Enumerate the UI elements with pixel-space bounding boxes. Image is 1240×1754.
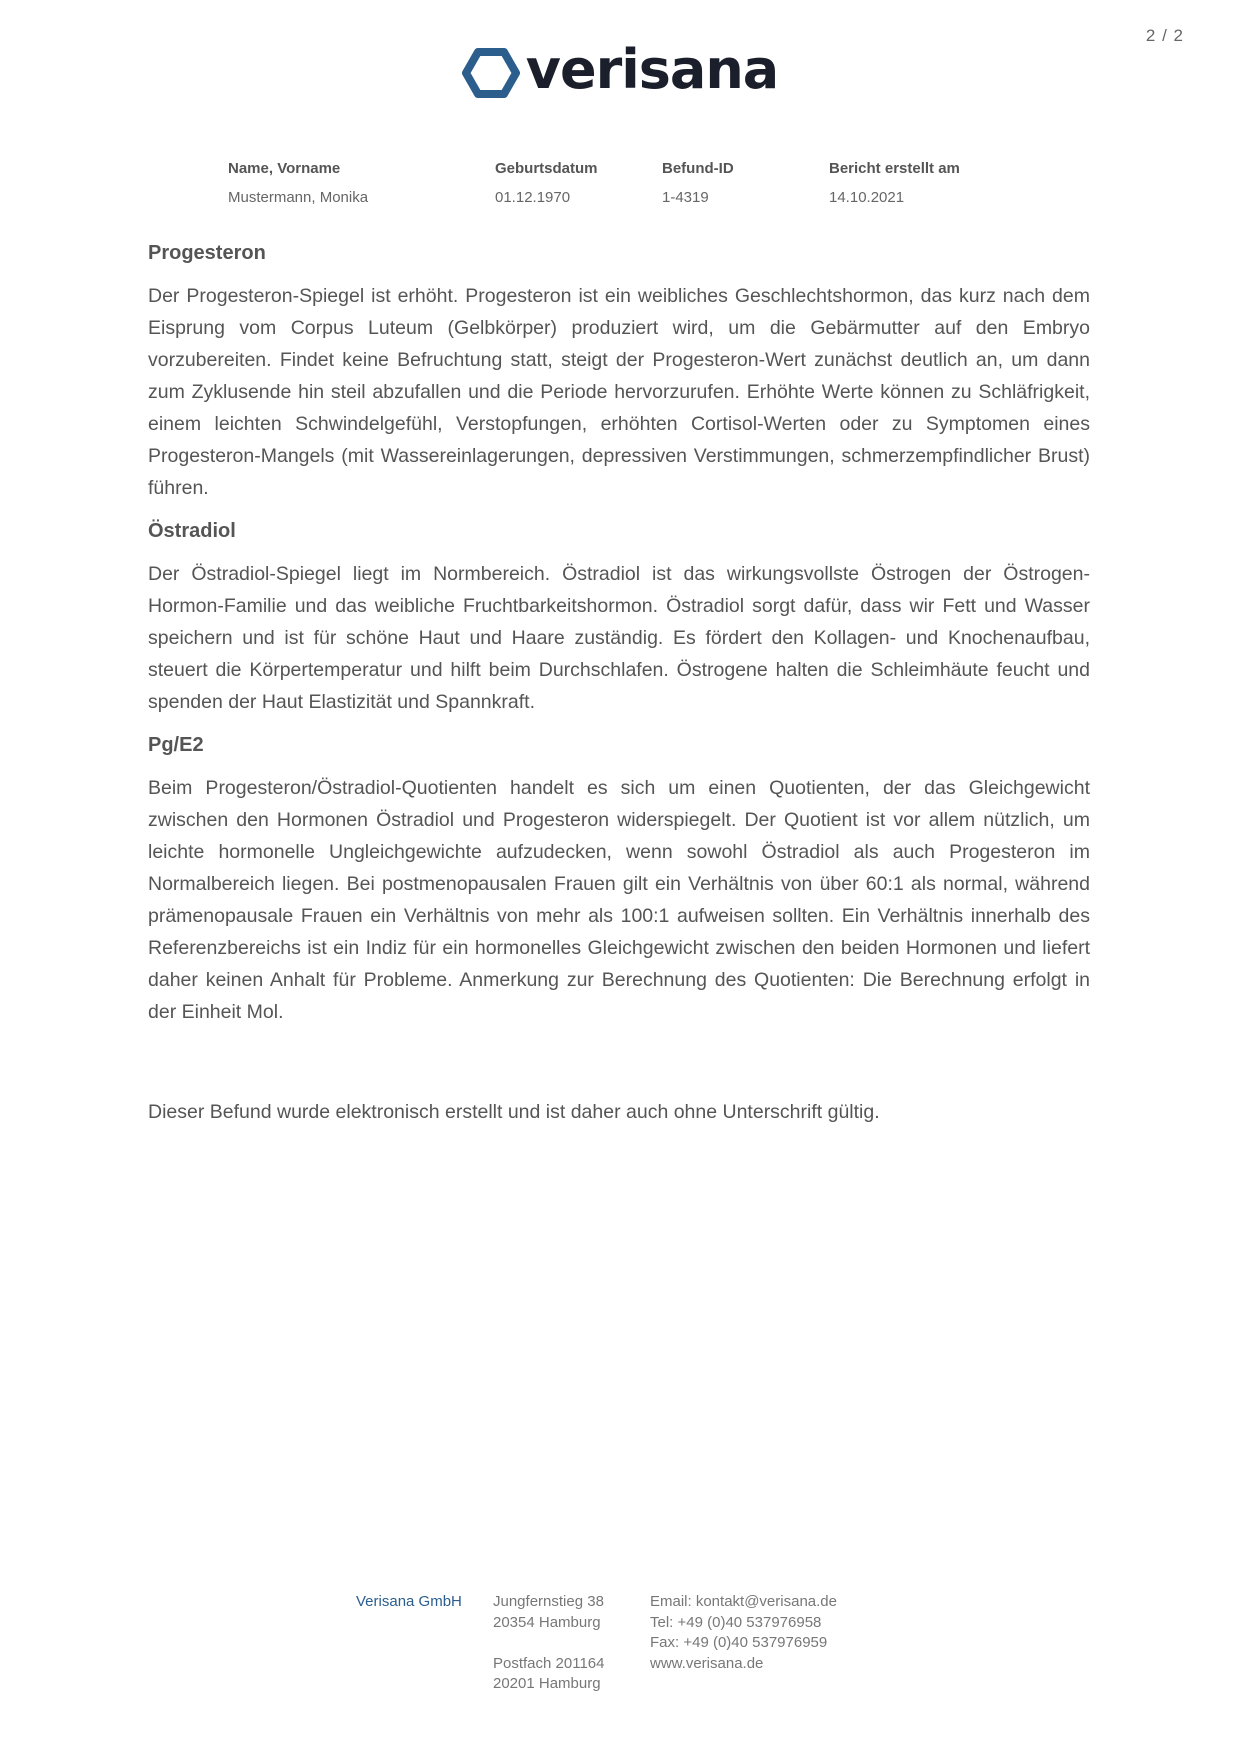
footer-web-link[interactable]: www.verisana.de — [650, 1654, 764, 1672]
section-text: Beim Progesteron/Östradiol-Quotienten handelt es sich um einen Quotienten, der das Gleichgewicht zwischen den Hormonen Östradiol und Progesteron widerspiegelt. Der Quotient ist vor allem nützlich, um leichte hormonelle Ungleichgewichte aufzudecken, wenn sowohl Östradiol als auch Progesteron im Normalbereich liegen. Bei postmenopausalen Frauen gilt ein Verhältnis von über 60:1 als normal, während prämenopausale Frauen ein Verhältnis von mehr als 100:1 aufweisen sollten. Ein Verhältnis innerhalb des Referenzbereichs ist ein Indiz für ein hormonelles Gleichgewicht zwischen den beiden Hormonen und liefert daher keinen Anhalt für Probleme. Anmerkung zur Berechnung des Quotienten: Die Berechnung erfolgt in der Einheit Mol. — [148, 777, 1090, 1023]
section-text: Der Progesteron-Spiegel ist erhöht. Progesteron ist ein weibliches Geschlechtshormon, das kurz nach dem Eisprung vom Corpus Luteum (Gelbkörper) produziert wird, um die Gebärmutter auf den Embryo vorzubereiten. Findet keine Befruchtung statt, steigt der Progesteron-Wert zunächst deutlich an, um dann zum Zyklusende hin steil abzufallen und die Periode hervorzurufen. Erhöhte Werte können zu Schläfrigkeit, einem leichten Schwindelgefühl, Verstopfungen, erhöhten Cortisol-Werten oder zu Symptomen eines Progesteron-Mangels (mit Wassereinlagerungen, depressiven Verstimmungen, schmerzempfindlicher Brust) führen. — [148, 285, 1090, 499]
header-name: Name, Vorname — [228, 160, 341, 177]
header-birthdate: Geburtsdatum — [495, 160, 598, 177]
footer-address-city: 20354 Hamburg — [493, 1613, 601, 1631]
brand-logo — [0, 38, 1240, 101]
footer-email: Email: kontakt@verisana.de — [650, 1593, 837, 1610]
footer-postbox: Postfach 201164 — [493, 1654, 605, 1672]
patient-info-values-row — [228, 189, 1028, 218]
brand-name: verisana — [525, 38, 779, 101]
report-id: 1-4319 — [662, 189, 709, 206]
footer-postbox-city: 20201 Hamburg — [493, 1675, 601, 1692]
footer-address — [493, 1592, 604, 1695]
patient-info-table — [228, 160, 1028, 218]
report-date: 14.10.2021 — [829, 189, 905, 206]
page-number: 2 / 2 — [1145, 26, 1184, 45]
header-report-date: Bericht erstellt am — [829, 160, 960, 177]
section-title: Pg/E2 — [148, 734, 204, 756]
patient-info-header-row — [228, 160, 1028, 189]
patient-name: Mustermann, Monika — [228, 189, 369, 206]
footer-contact — [650, 1592, 837, 1674]
footer-tel: Tel: +49 (0)40 537976958 — [650, 1613, 822, 1631]
section-pg-e2 — [148, 732, 1090, 1028]
footer-company: Verisana GmbH — [356, 1593, 462, 1610]
section-progesteron — [148, 240, 1090, 504]
footer-address-street: Jungfernstieg 38 — [493, 1593, 604, 1610]
electronic-signature-note: Dieser Befund wurde elektronisch erstellt und ist daher auch ohne Unterschrift gültig. — [148, 1101, 880, 1123]
footer-fax: Fax: +49 (0)40 537976959 — [650, 1634, 828, 1651]
header-report-id: Befund-ID — [662, 160, 734, 177]
verisana-logo-icon — [462, 48, 520, 98]
patient-birthdate: 01.12.1970 — [495, 189, 571, 206]
report-content — [148, 240, 1090, 1042]
section-text: Der Östradiol-Spiegel liegt im Normbereich. Östradiol ist das wirkungsvollste Östrogen der Östrogen-Hormon-Familie und das weibliche Fruchtbarkeitshormon. Östradiol sorgt dafür, dass wir Fett und Wasser speichern und ist für schöne Haut und Haare zuständig. Es fördert den Kollagen- und Knochenaufbau, steuert die Körpertemperatur und hilft beim Durchschlafen. Östrogene halten die Schleimhäute feucht und spenden der Haut Elastizität und Spannkraft. — [148, 563, 1090, 713]
section-title: Östradiol — [148, 520, 236, 542]
section-title: Progesteron — [148, 242, 266, 264]
section-oestradiol — [148, 518, 1090, 718]
